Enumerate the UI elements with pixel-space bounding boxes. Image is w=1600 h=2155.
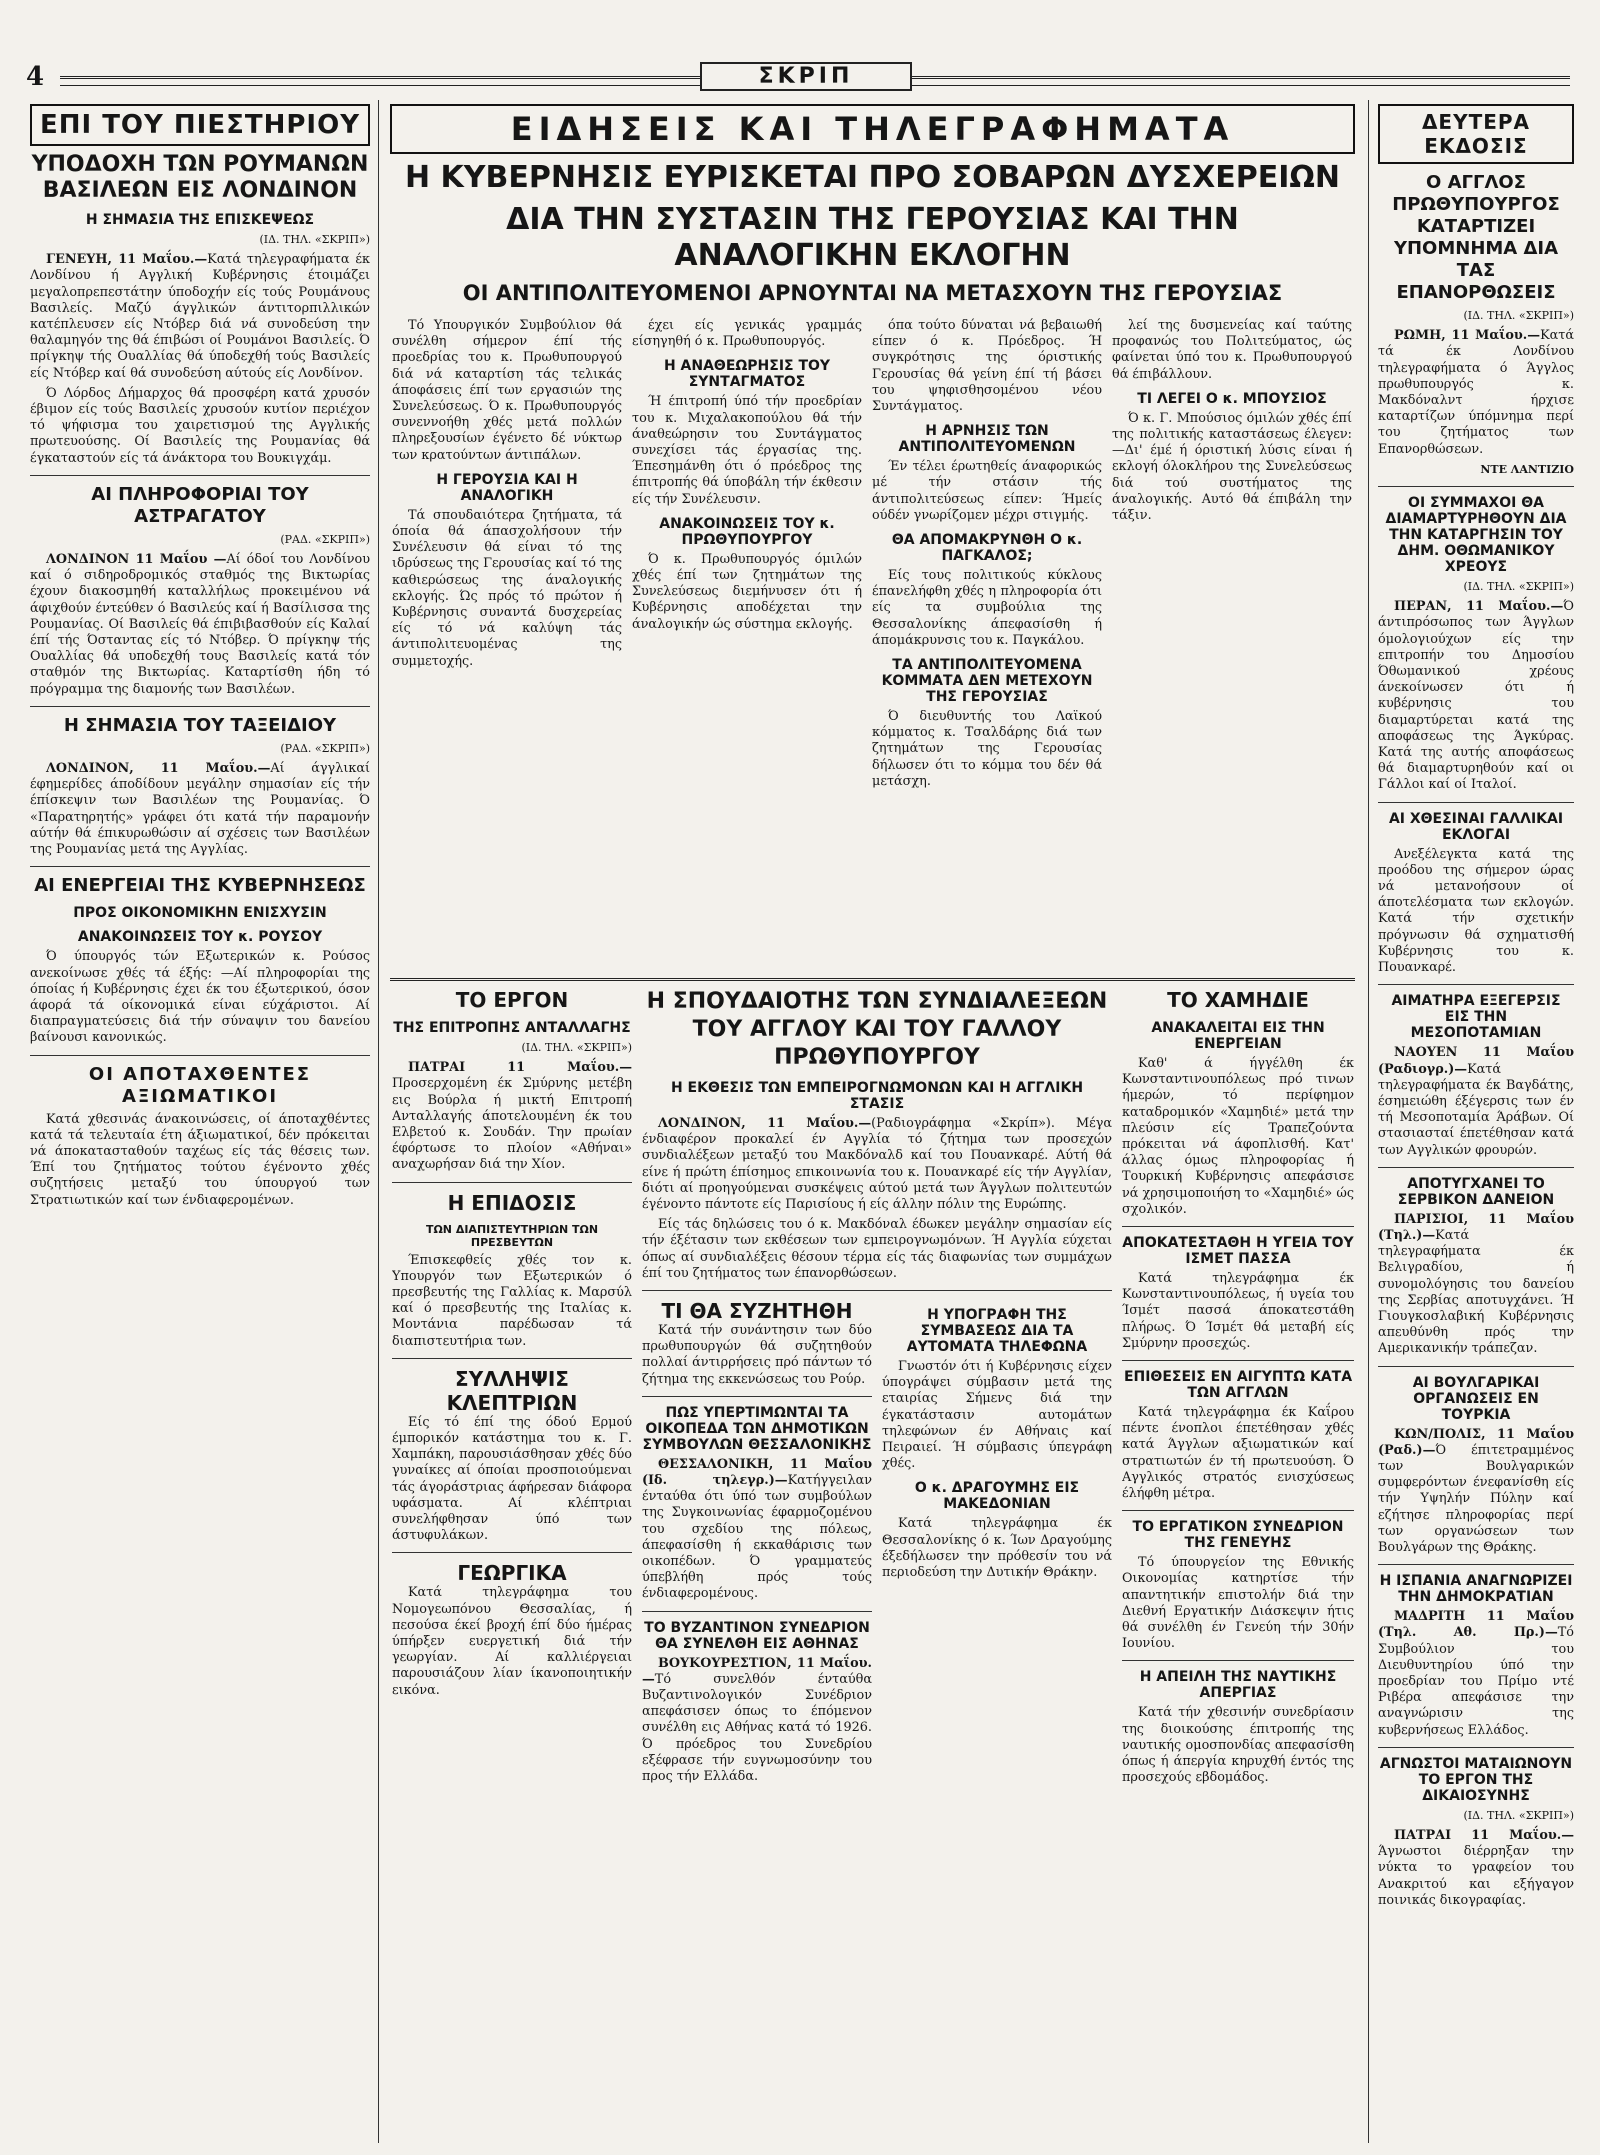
divider xyxy=(30,475,370,476)
subheadline: Η ΕΚΘΕΣΙΣ ΤΩΝ ΕΜΠΕΙΡΟΓΝΩΜΟΝΩΝ ΚΑΙ Η ΑΓΓΛΙΚΗ ΣΤΑΣΙΣ xyxy=(670,1080,1084,1112)
article-text: ΚΩΝ/ΠΟΛΙΣ, 11 Μαΐου (Ραδ.)—Ό έπιτετραμμένος των Βουλγαρικών συμφερόντων ένεφανίσθη είς τήν Υψηλήν Πύλην καί εζήτησε πληροφορίας περί των οργανώσεων των Βουλγάρων της Θράκης. xyxy=(1378,1426,1574,1555)
article-text: όπα τούτο δύναται νά βεβαιωθή είπεν ό κ. Πρόεδρος. Ή συγκρότησις της όριστικής Γερουσίας θά γείνη έπί τή βάσει του ψηφισθησομένου νέου Συντάγματος. xyxy=(872,318,1102,415)
dateline: ΚΩΝ/ΠΟΛΙΣ, 11 Μαΐου (Ραδ.)— xyxy=(1378,1426,1574,1458)
article-text: Ό κ. Πρωθυπουργός όμιλών χθές έπί των ζητημάτων της Συνελεύσεως διεμήνυσεν ότι ή Κυβέρνησις αποδέχεται την άναλογικήν ώς σύστημα εκλογής. xyxy=(632,551,862,632)
headline: ΓΕΩΡΓΙΚΑ xyxy=(457,1561,567,1586)
article-text: Κατά χθεσινάς άνακοινώσεις, οί άποταχθέντες κατά τά τελευταία έτη άξιωματικοί, δέν πρόκειται νά άποκατασταθούν ταχέως είς τάς θέσεις των. Έπί του ζητήματος τούτου έγένοντο χθές συζητήσεις μεταξύ του ύπουργού των Στρατιωτικών καί των ένδιαφερομένων. xyxy=(30,1111,370,1208)
subheadline: ΑΝΑΚΟΙΝΩΣΕΙΣ ΤΟΥ κ. ΠΡΩΘΥΠΟΥΡΓΟΥ xyxy=(659,515,835,548)
divider xyxy=(642,1611,872,1612)
article-text: Έπισκεφθείς χθές τον κ. Υπουργόν των Εξωτερικών ό πρεσβευτής της Γαλλίας κ. Μαρσύλ καί ό πρεσβευτής της Ιταλίας κ. Μοντάνια παρέδωσαν τά διαπιστευτήρια των. xyxy=(392,1252,632,1349)
signature: ΝΤΕ ΛΑΝΤΙΖΙΟ xyxy=(1480,462,1574,476)
divider xyxy=(390,978,1355,981)
page-number: 4 xyxy=(26,62,45,92)
article-text: ΠΕΡΑΝ, 11 Μαΐου.—Ό άντιπρόσωπος των Άγγλων όμολογιούχων είς την επιτροπήν του Δημοσίου Όθωμανικού χρέους άνεκοίνωσεν ότι ή κυβέρνησις του διαμαρτύρεται κατά της αποφάσεως της Άγκύρας. Κατά της αυτής αποφάσεως θά διαμαρτυρηθούν καί οι Γάλλοι καί οί Ιταλοί. xyxy=(1378,599,1574,793)
article-text: ΜΑΔΡΙΤΗ 11 Μαΐου (Τηλ. Αθ. Πρ.)—Τό Συμβούλιον του Διευθυντηρίου ύπό την προεδρίαν του Πρίμο ντέ Ριβέρα απεφάσισε την αναγνώρισιν της κυβερνήσεως Ελλάδος. xyxy=(1378,1609,1574,1738)
divider xyxy=(642,1290,1112,1291)
source-note: (ΡΑΔ. «ΣΚΡΙΠ») xyxy=(280,532,370,546)
section-banner: ΕΙΔΗΣΕΙΣ ΚΑΙ ΤΗΛΕΓΡΑΦΗΜΑΤΑ xyxy=(390,104,1355,154)
divider xyxy=(30,706,370,707)
article-text: Κατά τηλεγράφημα έκ Καΐρου πέντε ένοπλοι έπετέθησαν χθές κατά Άγγλων αξιωματικών καί στρατιωτών έν τή πρωτευούση. Ό Αγγλικός στρατός ενισχύσεως έλήφθη μέτρα. xyxy=(1122,1405,1354,1502)
section-banner: ΕΠΙ ΤΟΥ ΠΙΕΣΤΗΡΙΟΥ xyxy=(30,104,370,146)
dateline: ΠΑΡΙΣΙΟΙ, 11 Μαΐου (Τηλ.)— xyxy=(1378,1211,1574,1243)
subheadline: Η ΓΕΡΟΥΣΙΑ ΚΑΙ Η ΑΝΑΛΟΓΙΚΗ xyxy=(436,471,578,504)
lead-headline: Η ΚΥΒΕΡΝΗΣΙΣ ΕΥΡΙΣΚΕΤΑΙ ΠΡΟ ΣΟΒΑΡΩΝ ΔΥΣΧΕΡΕΙΩΝ xyxy=(404,160,1341,195)
headline: ΑΙ ΕΝΕΡΓΕΙΑΙ ΤΗΣ ΚΥΒΕΡΝΗΣΕΩΣ xyxy=(34,875,366,897)
subheadline: ΘΑ ΑΠΟΜΑΚΡΥΝΘΗ Ο κ. ΠΑΓΚΑΛΟΣ; xyxy=(891,532,1083,565)
subheadline: ΤΙ ΛΕΓΕΙ Ο κ. ΜΠΟΥΣΙΟΣ xyxy=(1137,390,1327,407)
divider xyxy=(1378,802,1574,803)
right-column xyxy=(1378,104,1574,2135)
article-text: ΛΟΝΔΙΝΟΝ 11 Μαΐου —Αί όδοί του Λονδίνου καί ό σιδηροδρομικός σταθμός της Βικτωρίας έχουν διακοσμηθή καταλλήλως προκειμένου νά άφιχθούν έντεύθεν ό Βασιλεύς καί ή Βασίλισσα της Ρουμανίας. Οί Βασιλείς θά έπιβιβασθούν είς Καλαί έπί τής Όσταντας είς τό Ντόβερ. Ό πρίγκηψ τής Ουαλλίας θά υποδεχθή τους Βασιλείς κατά τόν σταθμόν της Βικτωρίας. Καταρτίσθη ήδη τό πρόγραμμα της διαμονής των Βασιλέων. xyxy=(30,552,370,697)
headline: ΑΙ ΧΘΕΣΙΝΑΙ ΓΑΛΛΙΚΑΙ ΕΚΛΟΓΑΙ xyxy=(1388,810,1564,843)
article-text: ΠΑΡΙΣΙΟΙ, 11 Μαΐου (Τηλ.)—Κατά τηλεγραφήματα έκ Βελιγραδίου, ή συνομολόγησις του δανείου της Σερβίας αποτυγχάνει. Ή Γιουγκοσλαβική Κυβέρνησις απευθύνθη πρός την Αμερικανικήν τράπεζαν. xyxy=(1378,1211,1574,1357)
subheadline: Ο κ. ΔΡΑΓΟΥΜΗΣ ΕΙΣ ΜΑΚΕΔΟΝΙΑΝ xyxy=(914,1480,1080,1513)
dateline: ΠΕΡΑΝ, 11 Μαΐου.— xyxy=(1394,599,1564,615)
article-text: ΘΕΣΣΑΛΟΝΙΚΗ, 11 Μαΐου (Ιδ. τηλεγρ.)—Κατήγγειλαν ένταύθα ότι ύπό των συμβούλων της Συγκοινωνίας έφαρμοζομένου του σχεδίου της πόλεως, άπεφασίσθη ή εκκαθάρισις των οικοπέδων. Ό γραμματεύς ύπεβλήθη πρός τούς ένδιαφερομένους. xyxy=(642,1456,872,1602)
article-column xyxy=(882,1299,1112,1789)
divider xyxy=(1122,1660,1354,1661)
article-text: Είς τάς δηλώσεις του ό κ. Μακδόναλ έδωκεν μεγάλην σημασίαν είς τήν έξέτασιν των εκθέσεων των εμπειρογνωμόνων. Ή Αγγλία εύχεται όπως αί συνδιαλέξεις θέσουν τέρμα είς τάς διαφωνίας των συμμάχων έπί του ζητήματος των έπανορθώσεων. xyxy=(642,1217,1112,1281)
headline: Η ΙΣΠΑΝΙΑ ΑΝΑΓΝΩΡΙΖΕΙ ΤΗΝ ΔΗΜΟΚΡΑΤΙΑΝ xyxy=(1379,1573,1573,1606)
subheadline: ΑΝΑΚΟΙΝΩΣΕΙΣ ΤΟΥ κ. ΡΟΥΣΟΥ xyxy=(77,929,323,946)
article-column xyxy=(392,318,622,968)
article-text: Ό κ. Γ. Μπούσιος όμιλών χθές έπί της πολιτικής καταστάσεως έλεγεν: —Δι' έμέ ή όριστική λύσις είναι ή εκλογή όλοκλήρου της Συνελεύσεως διά τού συστήματος της άναλογικής. Αυτό θά έπιβάλη την τάξιν. xyxy=(1112,410,1352,524)
article-text: Κατά τηλεγράφημα έκ Θεσσαλονίκης ό κ. Ίων Δραγούμης έξεδήλωσεν την πρόθεσίν του νά περιοδεύση την Δυτικήν Θράκην. xyxy=(882,1516,1112,1581)
article-column xyxy=(642,988,1112,2138)
dateline: ΝΑΟΥΕΝ 11 Μαΐου (Ραδιογρ.)— xyxy=(1378,1045,1574,1077)
article-text: Καθ' ά ήγγέλθη έκ Κωνσταντινουπόλεως πρό τινων ήμερών, τό περίφημον καταδρομικόν «Χαμηδιέ» μετά την πλεύσιν είς Τραπεζούντα πρόκειται νά άφοπλισθή. Κατ' άλλας όμως πληροφορίας ή Τουρκική Κυβέρνησις απεφάσισε νά χρησιμοποιήση το «Χαμηδιέ» ώς σχολικόν. xyxy=(1122,1056,1354,1217)
subheadline: ΕΠΙΘΕΣΕΙΣ ΕΝ ΑΙΓΥΠΤΩ ΚΑΤΑ ΤΩΝ ΑΓΓΛΩΝ xyxy=(1123,1369,1353,1402)
headline: Ο ΑΓΓΛΟΣ ΠΡΩΘΥΠΟΥΡΓΟΣ ΚΑΤΑΡΤΙΖΕΙ ΥΠΟΜΝΗΜΑ ΔΙΑ ΤΑΣ ΕΠΑΝΟΡΘΩΣΕΙΣ xyxy=(1392,172,1560,303)
source-note: (ΡΑΔ. «ΣΚΡΙΠ») xyxy=(280,741,370,755)
headline: ΟΙ ΑΠΟΤΑΧΘΕΝΤΕΣ ΑΞΙΩΜΑΤΙΚΟΙ xyxy=(88,1063,312,1107)
article-text: Κατά τήν συνάντησιν των δύο πρωθυπουργών θά συζητηθούν πολλαί άντιρρήσεις πρό πάντων τό ζήτημα της εκκενώσεως του Ρούρ. xyxy=(642,1323,872,1387)
dateline: ΠΑΤΡΑΙ 11 Μαΐου.— xyxy=(408,1060,632,1076)
article-text: ΛΟΝΔΙΝΟΝ, 11 Μαΐου.—(Ραδιογράφημα «Σκρίπ»). Μέγα ένδιαφέρον προκαλεί έν Αγγλία τό ζήτημα των προσεχών συνδιαλέξεων μεταξύ του Μακδόναλδ καί του Πουανκαρέ. Αύτή θά είνε ή πρώτη έπίσημος επικοινωνία του κ. Πουανκαρέ είς τήν Αγγλίαν, διότι αί προηγούμεναι συσκέψεις αύτού μετά των Άγγλων πολιτευτών έγένοντο πάντοτε είς Παρισίους ή είς άλλην πόλιν της Ευρώπης. xyxy=(642,1116,1112,1213)
dateline: ΘΕΣΣΑΛΟΝΙΚΗ, 11 Μαΐου (Ιδ. τηλεγρ.)— xyxy=(642,1456,872,1489)
article-text: ΝΑΟΥΕΝ 11 Μαΐου (Ραδιογρ.)—Κατά τηλεγραφήματα έκ Βαγδάτης, έσημειώθη έξέγερσις των έν τή Μεσοποταμία Άράβων. Οί στασιασταί έπετέθησαν κατά των Αγγλικών φρουρών. xyxy=(1378,1045,1574,1158)
article-text: Τό ύπουργείον της Εθνικής Οικονομίας κατηρτίσε τήν απαντητικήν επιστολήν διά την Διεθνή Εργατικήν Διάσκεψιν ήτις θά συνέλθη έν Γενεύη τήν 30ήν Ιουνίου. xyxy=(1122,1555,1354,1652)
lead-subheadline: ΟΙ ΑΝΤΙΠΟΛΙΤΕΥΟΜΕΝΟΙ ΑΡΝΟΥΝΤΑΙ ΝΑ ΜΕΤΑΣΧΟΥΝ ΤΗΣ ΓΕΡΟΥΣΙΑΣ xyxy=(462,281,1283,305)
dateline: ΜΑΔΡΙΤΗ 11 Μαΐου (Τηλ. Αθ. Πρ.)— xyxy=(1378,1609,1574,1641)
divider xyxy=(1378,1747,1574,1748)
newspaper-name: ΣΚΡΙΠ xyxy=(700,62,912,91)
subheadline: ΤΟ ΕΡΓΑΤΙΚΟΝ ΣΥΝΕΔΡΙΟΝ ΤΗΣ ΓΕΝΕΥΗΣ xyxy=(1132,1519,1344,1552)
dateline: ΠΑΤΡΑΙ 11 Μαΐου.— xyxy=(1394,1828,1574,1843)
column-divider xyxy=(1368,100,1369,2143)
article-text: Κατά τηλεγράφημα του Νομογεωπόνου Θεσσαλίας, ή πεσούσα έκεί βροχή έπί δύο ήμέρας ύπήρξεν ευεργετική διά τήν γεωργίαν. Αί καλλιέργειαι παρουσιάζουν λίαν ίκανοποιητικήν εικόνα. xyxy=(392,1585,632,1698)
divider xyxy=(1378,486,1574,487)
article-text: ΒΟΥΚΟΥΡΕΣΤΙΟΝ, 11 Μαΐου.—Τό συνελθόν ένταύθα Βυζαντινολογικόν Συνέδριον απεφάσισεν όπως το έπόμενον συνέλθη εις Αθήνας κατά τό 1926. Ό πρόεδρος του Συνεδρίου εξέφρασε τήν ευγνωμοσύνην του προς τήν Ελλάδα. xyxy=(642,1655,872,1785)
headline: ΑΓΝΩΣΤΟΙ ΜΑΤΑΙΩΝΟΥΝ ΤΟ ΕΡΓΟΝ ΤΗΣ ΔΙΚΑΙΟΣΥΝΗΣ xyxy=(1379,1755,1573,1804)
article-column xyxy=(1122,988,1354,2138)
divider xyxy=(392,1552,632,1553)
article-text: Ανεξέλεγκτα κατά της προόδου της σήμερον ώρας νά μετανοήσουν οί άποτελέσματα των εκλογών. Κατά τήν σχετικήν πρόγνωσιν θά σχηματισθή Κυβέρνησις του κ. Πουανκαρέ. xyxy=(1378,846,1574,976)
article-text: Είς τους πολιτικούς κύκλους έπανελήφθη χθές η πληροφορία ότι είς τα συμβούλια της Θεσσαλονίκης άπεφασίσθη ή άπομάκρυνσις του κ. Παγκάλου. xyxy=(872,568,1102,648)
headline: ΠΩΣ ΥΠΕΡΤΙΜΩΝΤΑΙ ΤΑ ΟΙΚΟΠΕΔΑ ΤΩΝ ΔΗΜΟΤΙΚΩΝ ΣΥΜΒΟΥΛΩΝ ΘΕΣΣΑΛΟΝΙΚΗΣ xyxy=(642,1404,872,1453)
divider xyxy=(1378,1564,1574,1565)
subheadline: ΤΩΝ ΔΙΑΠΙΣΤΕΥΤΗΡΙΩΝ ΤΩΝ ΠΡΕΣΒΕΥΤΩΝ xyxy=(425,1222,599,1249)
headline: ΥΠΟΔΟΧΗ ΤΩΝ ΡΟΥΜΑΝΩΝ ΒΑΣΙΛΕΩΝ ΕΙΣ ΛΟΝΔΙΝΟΝ xyxy=(31,152,369,203)
article-column xyxy=(872,318,1102,968)
divider xyxy=(30,1055,370,1056)
article-text: ΠΑΤΡΑΙ 11 Μαΐου.—Άγνωστοι διέρρηξαν την νύκτα το γραφείον του Ανακριτού και εξήγαγον ποινικάς δικογραφίας. xyxy=(1378,1828,1574,1908)
lead-headline: ΔΙΑ ΤΗΝ ΣΥΣΤΑΣΙΝ ΤΗΣ ΓΕΡΟΥΣΙΑΣ ΚΑΙ ΤΗΝ ΑΝΑΛΟΓΙΚΗΝ ΕΚΛΟΓΗΝ xyxy=(506,202,1239,273)
dateline: ΓΕΝΕΥΗ, 11 Μαΐου.— xyxy=(46,252,208,268)
section-banner: ΔΕΥΤΕΡΑ ΕΚΔΟΣΙΣ xyxy=(1378,104,1574,164)
divider xyxy=(30,866,370,867)
divider xyxy=(1378,984,1574,985)
headline: Η ΣΠΟΥΔΑΙΟΤΗΣ ΤΩΝ ΣΥΝΔΙΑΛΕΞΕΩΝ ΤΟΥ ΑΓΓΛΟΥ ΚΑΙ ΤΟΥ ΓΑΛΛΟΥ ΠΡΩΘΥΠΟΥΡΓΟΥ xyxy=(646,989,1108,1070)
headline: Η ΕΠΙΔΟΣΙΣ xyxy=(447,1190,577,1215)
left-column xyxy=(30,104,370,2135)
divider xyxy=(1378,1366,1574,1367)
article-text: Ό διευθυντής του Λαϊκού κόμματος κ. Τσαλδάρης διά των ζητημάτων της Γερουσίας δήλωσεν ότι το κόμμα του δέν θά μετάσχη. xyxy=(872,709,1102,789)
article-text: Είς τό έπί της όδού Ερμού έμπορικόν κατάστημα του κ. Γ. Χαμπάκη, παρουσιάσθησαν χθές δύο γυναίκες αί όποίαι προσποιούμεναι τάς άγοράστριας άφήρεσαν διάφορα υφάσματα. Αί κλέπτριαι συνελήφθησαν ύπό των άστυφυλάκων. xyxy=(392,1414,632,1544)
headline: ΤΟ ΒΥΖΑΝΤΙΝΟΝ ΣΥΝΕΔΡΙΟΝ ΘΑ ΣΥΝΕΛΘΗ ΕΙΣ ΑΘΗΝΑΣ xyxy=(644,1619,870,1652)
article-text: λεί της δυσμενείας καί ταύτης προφανώς του Πολιτεύματος, ώς φαίνεται ύπό του κ. Πρωθυπουργού θά έπιβάλλουν. xyxy=(1112,318,1352,382)
article-column xyxy=(392,988,632,2138)
headline: ΑΙ ΒΟΥΛΓΑΡΙΚΑΙ ΟΡΓΑΝΩΣΕΙΣ ΕΝ ΤΟΥΡΚΙΑ xyxy=(1412,1374,1540,1423)
headline: ΑΠΟΤΥΓΧΑΝΕΙ ΤΟ ΣΕΡΒΙΚΟΝ ΔΑΝΕΙΟΝ xyxy=(1397,1175,1555,1208)
article-text: Τά σπουδαιότερα ζητήματα, τά όποία θά άπασχολήσουν τήν Συνέλευσιν θά είναι τό της ιδρύσεως της Γερουσίας καί τό της καθιερώσεως της άναλογικής εκλογής. Ώς πρός τό πρώτον ή Κυβέρνησις συναντά δυσχερείας είς τό νά καλύψη τάς άντιπολιτευομένας της συμμετοχής. xyxy=(392,507,622,669)
article-text: Έν τέλει έρωτηθείς άναφορικώς μέ τήν στάσιν τής άντιπολιτεύσεως είπεν: Ήμείς ούδέν γνωρίζομεν μέχρι στιγμής. xyxy=(872,459,1102,523)
headline: ΣΥΛΛΗΨΙΣ ΚΛΕΠΤΡΙΩΝ xyxy=(446,1366,578,1415)
source-note: (ΙΔ. ΤΗΛ. «ΣΚΡΙΠ») xyxy=(521,1041,632,1054)
article-text: ΛΟΝΔΙΝΟΝ, 11 Μαΐου.—Αί άγγλικαί έφημερίδες άποδίδουν μεγάλην σημασίαν είς τήν έπίσκεψιν των Βασιλέων της Ρουμανίας. Ό «Παρατηρητής» γράφει ότι κατά τήν παραμονήν αύτήν θά έπικυρωθώσιν αί σχέσεις των Βασιλέων της Ρουμανίας μετά της Αγγλίας. xyxy=(30,761,370,858)
headline: ΤΟ ΕΡΓΟΝ xyxy=(455,988,569,1012)
article-column xyxy=(632,318,862,968)
article-text: Κατά τήν χθεσινήν συνεδρίασιν της διοικούσης έπιτροπής της ναυτικής ομοσπονδίας απεφασίσθη όπως ή άπεργία κηρυχθή έντός της προσεχούς εβδομάδος. xyxy=(1122,1705,1354,1786)
subheadline: ΠΡΟΣ ΟΙΚΟΝΟΜΙΚΗΝ ΕΝΙΣΧΥΣΙΝ xyxy=(73,905,327,922)
headline: ΑΙ ΠΛΗΡΟΦΟΡΙΑΙ ΤΟΥ ΑΣΤΡΑΓΑΤΟΥ xyxy=(91,483,309,527)
headline: ΟΙ ΣΥΜΜΑΧΟΙ ΘΑ ΔΙΑΜΑΡΤΥΡΗΘΟΥΝ ΔΙΑ ΤΗΝ ΚΑΤΑΡΓΗΣΙΝ ΤΟΥ ΔΗΜ. ΟΘΩΜΑΝΙΚΟΥ ΧΡΕΟΥΣ xyxy=(1385,495,1567,576)
divider xyxy=(1122,1226,1354,1227)
sub-grid xyxy=(642,1299,1112,1789)
headline: ΑΙΜΑΤΗΡΑ ΕΞΕΓΕΡΣΙΣ ΕΙΣ ΤΗΝ ΜΕΣΟΠΟΤΑΜΙΑΝ xyxy=(1391,993,1561,1042)
divider xyxy=(392,1182,632,1183)
subheadline: Η ΑΠΕΙΛΗ ΤΗΣ ΝΑΥΤΙΚΗΣ ΑΠΕΡΓΙΑΣ xyxy=(1139,1669,1337,1702)
column-divider xyxy=(378,100,379,2143)
article-text: Τό Υπουργικόν Συμβούλιον θά συνέλθη σήμερον έπί τής προεδρίας του κ. Πρωθυπουργού διά νά καταρτίση τάς τελικάς άποφάσεις έπί των εργασιών της Συνελεύσεως. Ό κ. Πρωθυπουργός συνεννοήθη χθές μετά πολλών πληρεξουσίων έγένετο δέ νύκτωρ των κρατούντων άντιπάλων. xyxy=(392,318,622,463)
divider xyxy=(1122,1510,1354,1511)
article-text: Ή έπιτροπή ύπό τήν προεδρίαν του κ. Μιχαλακοπούλου θά τήν άναθεώρησιν του Συντάγματος συνεχίσει τάς έργασίας της. Έπεσημάνθη ότι ό πρόεδρος της έπιτροπής θά ύποβάλη τήν έκθεσιν είς τήν Συνέλευσιν. xyxy=(632,394,862,507)
subheadline: Η ΣΗΜΑΣΙΑ ΤΗΣ ΕΠΙΣΚΕΨΕΩΣ xyxy=(85,212,315,228)
article-text: ΓΕΝΕΥΗ, 11 Μαΐου.—Κατά τηλεγραφήματα έκ Λονδίνου ή Αγγλική Κυβέρνησις έτοιμάζει μεγαλοπρεπεστάτην ύποδοχήν είς τούς Ρουμάνους Βασιλείς. Μαζύ άγγλικών άντιτορπιλλικών κατέπλευσεν είς Ντόβερ διά νά συνοδεύση την θαλαμηγόν της θά έπιβώσι οί Ρουμάνοι Βασιλείς. Ό πρίγκηψ τής Ουαλλίας θά ύποδεχθή τούς Βασιλείς είς Ντόβερ καί θά συνοδεύση αύτούς είς Λονδίνον. xyxy=(30,252,370,381)
article-text: Κατά τηλεγράφημα έκ Κωνσταντινουπόλεως, ή υγεία του Ίσμέτ πασσά άποκατεστάθη πλήρως. Ό Ίσμέτ θά μεταβή είς Σμύρνην προσεχώς. xyxy=(1122,1271,1354,1351)
subheadline: ΑΠΟΚΑΤΕΣΤΑΘΗ Η ΥΓΕΙΑ ΤΟΥ ΙΣΜΕΤ ΠΑΣΣΑ xyxy=(1122,1235,1354,1268)
source-note: (ΙΔ. ΤΗΛ. «ΣΚΡΙΠ») xyxy=(1463,580,1574,594)
headline: Η ΣΗΜΑΣΙΑ ΤΟΥ ΤΑΞΕΙΔΙΟΥ xyxy=(63,714,337,736)
headline: ΤΟ ΧΑΜΗΔΙΕ xyxy=(1167,988,1309,1012)
divider xyxy=(642,1396,872,1397)
article-column xyxy=(642,1299,872,1789)
article-column xyxy=(1112,318,1352,968)
article-text: ΡΩΜΗ, 11 Μαΐου.—Κατά τά έκ Λονδίνου τηλεγραφήματα ό Άγγλος πρωθυπουργός κ. Μακδόναλντ ήρχισε καταρτίζων ύπόμνημα περί του ζητήματος των Επανορθώσεων. xyxy=(1378,328,1574,457)
dateline: ΛΟΝΔΙΝΟΝ, 11 Μαΐου.— xyxy=(658,1116,872,1131)
divider xyxy=(1122,1360,1354,1361)
center-header xyxy=(390,104,1355,312)
divider xyxy=(392,1358,632,1359)
dateline: ΒΟΥΚΟΥΡΕΣΤΙΟΝ, 11 Μαΐου.— xyxy=(642,1655,872,1687)
article-text: Γνωστόν ότι ή Κυβέρνησις είχεν ύπογράψει σύμβασιν μετά της εταιρίας Σήμενς διά την έγκατάστασιν αυτομάτων τηλεφώνων έν Αθήναις καί Πειραιεί. Ή σύμβασις ύπεγράφη χθές. xyxy=(882,1359,1112,1472)
subheadline: Η ΑΡΝΗΣΙΣ ΤΩΝ ΑΝΤΙΠΟΛΙΤΕΥΟΜΕΝΩΝ xyxy=(898,423,1076,456)
article-text: έχει είς γενικάς γραμμάς είσηγηθή ό κ. Πρωθυπουργός. xyxy=(632,318,862,350)
dateline: ΛΟΝΔΙΝΟΝ 11 Μαΐου — xyxy=(46,552,227,568)
masthead xyxy=(0,0,1600,120)
subheadline: ΤΗΣ ΕΠΙΤΡΟΠΗΣ ΑΝΤΑΛΛΑΓΗΣ xyxy=(393,1020,631,1036)
dateline: ΛΟΝΔΙΝΟΝ, 11 Μαΐου.— xyxy=(46,761,271,777)
headline: Η ΥΠΟΓΡΑΦΗ ΤΗΣ ΣΥΜΒΑΣΕΩΣ ΔΙΑ ΤΑ ΑΥΤΟΜΑΤΑ ΤΗΛΕΦΩΝΑ xyxy=(906,1307,1088,1356)
article-text: Ό ύπουργός τών Εξωτερικών κ. Ρούσος ανεκοίνωσε χθές τά έξής: —Αί πληροφορίαι της όποίας ή Κυβέρνησις έχει έκ του έξωτερικού, όσον άφορά τά οίκονομικά είναι εύχάριστοι. Αί διαπραγματεύσεις διά τήν σύναψιν του δανείου βαίνουσι κανονικώς. xyxy=(30,949,370,1046)
subheadline: ΑΝΑΚΑΛΕΙΤΑΙ ΕΙΣ ΤΗΝ ΕΝΕΡΓΕΙΑΝ xyxy=(1151,1020,1325,1052)
divider xyxy=(1378,1167,1574,1168)
subheadline: ΤΑ ΑΝΤΙΠΟΛΙΤΕΥΟΜΕΝΑ ΚΟΜΜΑΤΑ ΔΕΝ ΜΕΤΕΧΟΥΝ ΤΗΣ ΓΕΡΟΥΣΙΑΣ xyxy=(881,657,1093,706)
article-text: ΠΑΤΡΑΙ 11 Μαΐου.—Προσερχομένη έκ Σμύρνης μετέβη εις Βούρλα ή μικτή Επιτροπή Ανταλλαγής άποτελουμένη έκ του Ελβετού κ. Σουδάν. Την πρωίαν έφόρτωσε το πλοίον «Αθήναι» αναχωρήσαν διά την Χίον. xyxy=(392,1060,632,1173)
source-note: (ΙΔ. ΤΗΛ. «ΣΚΡΙΠ») xyxy=(259,233,370,246)
headline: ΤΙ ΘΑ ΣΥΖΗΤΗΘΗ xyxy=(661,1299,853,1324)
dateline: ΡΩΜΗ, 11 Μαΐου.— xyxy=(1394,328,1541,344)
subheadline: Η ΑΝΑΘΕΩΡΗΣΙΣ ΤΟΥ ΣΥΝΤΑΓΜΑΤΟΣ xyxy=(663,358,831,391)
source-note: (ΙΔ. ΤΗΛ. «ΣΚΡΙΠ») xyxy=(1463,309,1574,322)
article-text: Ό Λόρδος Δήμαρχος θά προσφέρη κατά χρυσόν έβιμον είς τούς Βασιλείς χρυσούν κυτίον περιέχον τό ψήφισμα του χαιρετισμού της Αγγλικής πρωτευούσης. Οί Βασιλείς της Ρουμανίας θά έγκαταστούν είς τά άνάκτορα του Βουκιγχάμ. xyxy=(30,385,370,466)
source-note: (ΙΔ. ΤΗΛ. «ΣΚΡΙΠ») xyxy=(1463,1808,1574,1822)
